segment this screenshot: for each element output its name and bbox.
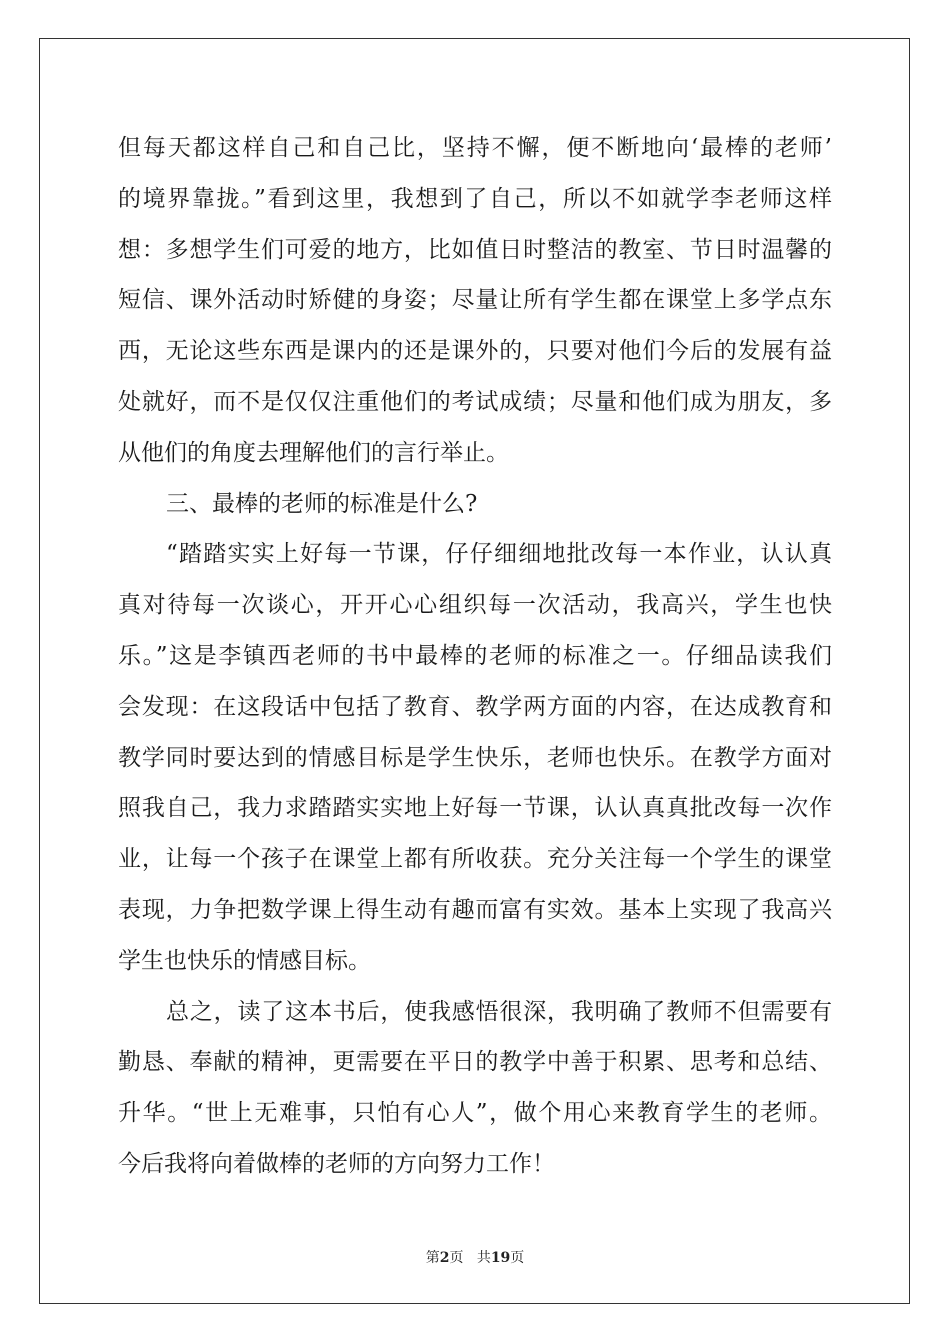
text-line: 勤恳、奉献的精神，更需要在平日的教学中善于积累、思考和总结、: [118, 1049, 832, 1076]
text-line: 今后我将向着做棒的老师的方向努力工作！: [118, 1150, 555, 1177]
text-line: 短信、课外活动时矫健的身姿；尽量让所有学生都在课堂上多学点东: [118, 287, 832, 314]
total-prefix: 共: [476, 1250, 491, 1266]
page-suffix: 页: [449, 1250, 464, 1266]
text-line: 表现，力争把数学课上得生动有趣而富有实效。基本上实现了我高兴: [118, 896, 832, 923]
text-line: 学生也快乐的情感目标。: [118, 947, 371, 974]
text-line: 乐。”这是李镇西老师的书中最棒的老师的标准之一。仔细品读我们: [118, 642, 832, 669]
text-line: 西，无论这些东西是课内的还是课外的，只要对他们今后的发展有益: [118, 338, 832, 365]
total-suffix: 页: [510, 1250, 525, 1266]
text-line: 但每天都这样自己和自己比，坚持不懈，便不断地向‘最棒的老师’: [118, 135, 832, 161]
text-line: 升华。“世上无难事，只怕有心人”，做个用心来教育学生的老师。: [118, 1100, 832, 1127]
text-line: “踏踏实实上好每一节课，仔仔细细地批改每一本作业，认认真: [166, 541, 832, 568]
text-line: 教学同时要达到的情感目标是学生快乐，老师也快乐。在教学方面对: [118, 744, 832, 771]
text-line: 照我自己，我力求踏踏实实地上好每一节课，认认真真批改每一次作: [118, 795, 832, 822]
text-line: 会发现：在这段话中包括了教育、教学两方面的内容，在达成教育和: [118, 693, 832, 720]
text-line: 处就好，而不是仅仅注重他们的考试成绩；尽量和他们成为朋友，多: [118, 388, 832, 415]
text-line: 从他们的角度去理解他们的言行举止。: [118, 439, 509, 466]
section-heading: 三、最棒的老师的标准是什么?: [166, 490, 478, 517]
text-line: 业，让每一个孩子在课堂上都有所收获。充分关注每一个学生的课堂: [118, 846, 832, 873]
page-prefix: 第: [425, 1250, 440, 1266]
document-body: [118, 123, 832, 1190]
total-pages: 19: [490, 1250, 511, 1266]
text-line: 真对待每一次谈心，开开心心组织每一次活动，我高兴，学生也快: [118, 592, 832, 619]
page-footer: [0, 1247, 950, 1267]
text-line: 想：多想学生们可爱的地方，比如值日时整洁的教室、节日时温馨的: [118, 236, 832, 263]
page-number: 2: [439, 1250, 450, 1266]
text-line: 总之，读了这本书后，使我感悟很深，我明确了教师不但需要有: [166, 998, 832, 1025]
text-line: 的境界靠拢。”看到这里，我想到了自己，所以不如就学李老师这样: [118, 185, 832, 212]
